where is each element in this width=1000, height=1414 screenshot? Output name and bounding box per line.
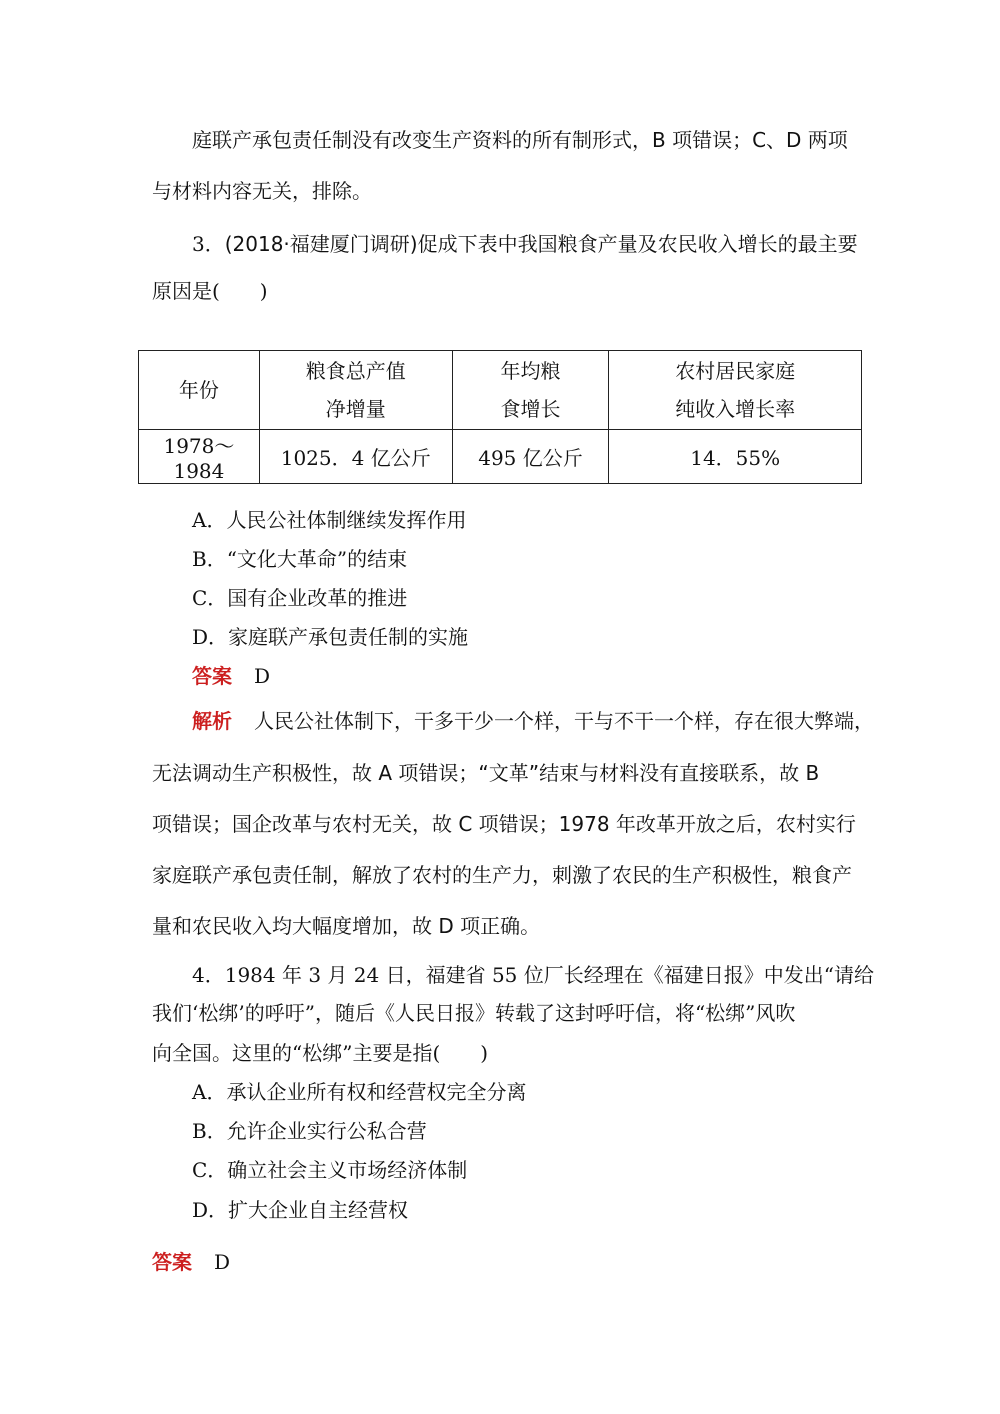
q4-stem-line-2: 我们‘松绑’的呼吁”，随后《人民日报》转载了这封呼吁信，将“松绑”风吹 [152,1001,796,1025]
q4-stem-line-3: 向全国。这里的“松绑”主要是指( ) [152,1041,489,1065]
header-annual-grain-growth: 年均粮 食增长 [452,351,609,430]
cell-annual-grain-growth: 495 亿公斤 [452,430,609,484]
table-header-row [139,351,862,430]
q4-answer [152,1248,230,1276]
header-year: 年份 [139,351,260,430]
q3-analysis-line-2: 无法调动生产积极性，故 A 项错误；“文革”结束与材料没有直接联系，故 B [152,761,820,785]
q3-option-d: D．家庭联产承包责任制的实施 [192,625,469,649]
prev-analysis-line-2: 与材料内容无关，排除。 [152,179,372,203]
q3-option-a: A．人民公社体制继续发挥作用 [192,508,467,532]
header-grain-net-increase: 粮食总产值 净增量 [259,351,452,430]
prev-analysis-line-1: 庭联产承包责任制没有改变生产资料的所有制形式，B 项错误；C、D 两项 [192,128,848,152]
q3-stem-text: 促成下表中我国粮食产量及农民收入增长的最主要 [417,232,858,256]
cell-grain-net-increase: 1025．4 亿公斤 [259,430,452,484]
q4-option-c: C．确立社会主义市场经济体制 [192,1158,468,1182]
q3-option-c: C．国有企业改革的推进 [192,586,408,610]
q3-answer [192,662,270,690]
q3-analysis-line-3: 项错误；国企改革与农村无关，故 C 项错误；1978 年改革开放之后，农村实行 [152,812,856,836]
q3-option-b: B．“文化大革命”的结束 [192,547,408,571]
q3-stem-line-2: 原因是( ) [152,279,268,303]
q3-answer-value: D [254,664,271,688]
q4-answer-label: 答案 [152,1250,192,1274]
q4-option-b: B．允许企业实行公私合营 [192,1119,427,1143]
q3-analysis-line-4: 家庭联产承包责任制，解放了农村的生产力，刺激了农民的生产积极性，粮食产 [152,863,852,887]
q4-option-d: D．扩大企业自主经营权 [192,1198,409,1222]
q4-option-a: A．承认企业所有权和经营权完全分离 [192,1080,527,1104]
q4-stem-line-1: 4．1984 年 3 月 24 日，福建省 55 位厂长经理在《福建日报》中发出“请给 [192,963,874,987]
q3-number: 3． [192,232,225,256]
q3-stem-line-1 [192,230,858,258]
cell-year: 1978～1984 [139,430,260,484]
q3-source: (2018·福建厦门调研) [224,232,418,256]
q3-analysis-line-5: 量和农民收入均大幅度增加，故 D 项正确。 [152,914,541,938]
q3-analysis-line-1: 解析 人民公社体制下，干多干少一个样，干与不干一个样，存在很大弊端， [192,709,874,733]
q3-answer-label: 答案 [192,664,232,688]
cell-rural-income-growth: 14．55% [609,430,862,484]
q3-data-table [138,350,862,484]
q3-analysis-label: 解析 [192,709,232,733]
header-rural-income-growth: 农村居民家庭 纯收入增长率 [609,351,862,430]
q4-answer-value: D [214,1250,231,1274]
table-row [139,430,862,484]
